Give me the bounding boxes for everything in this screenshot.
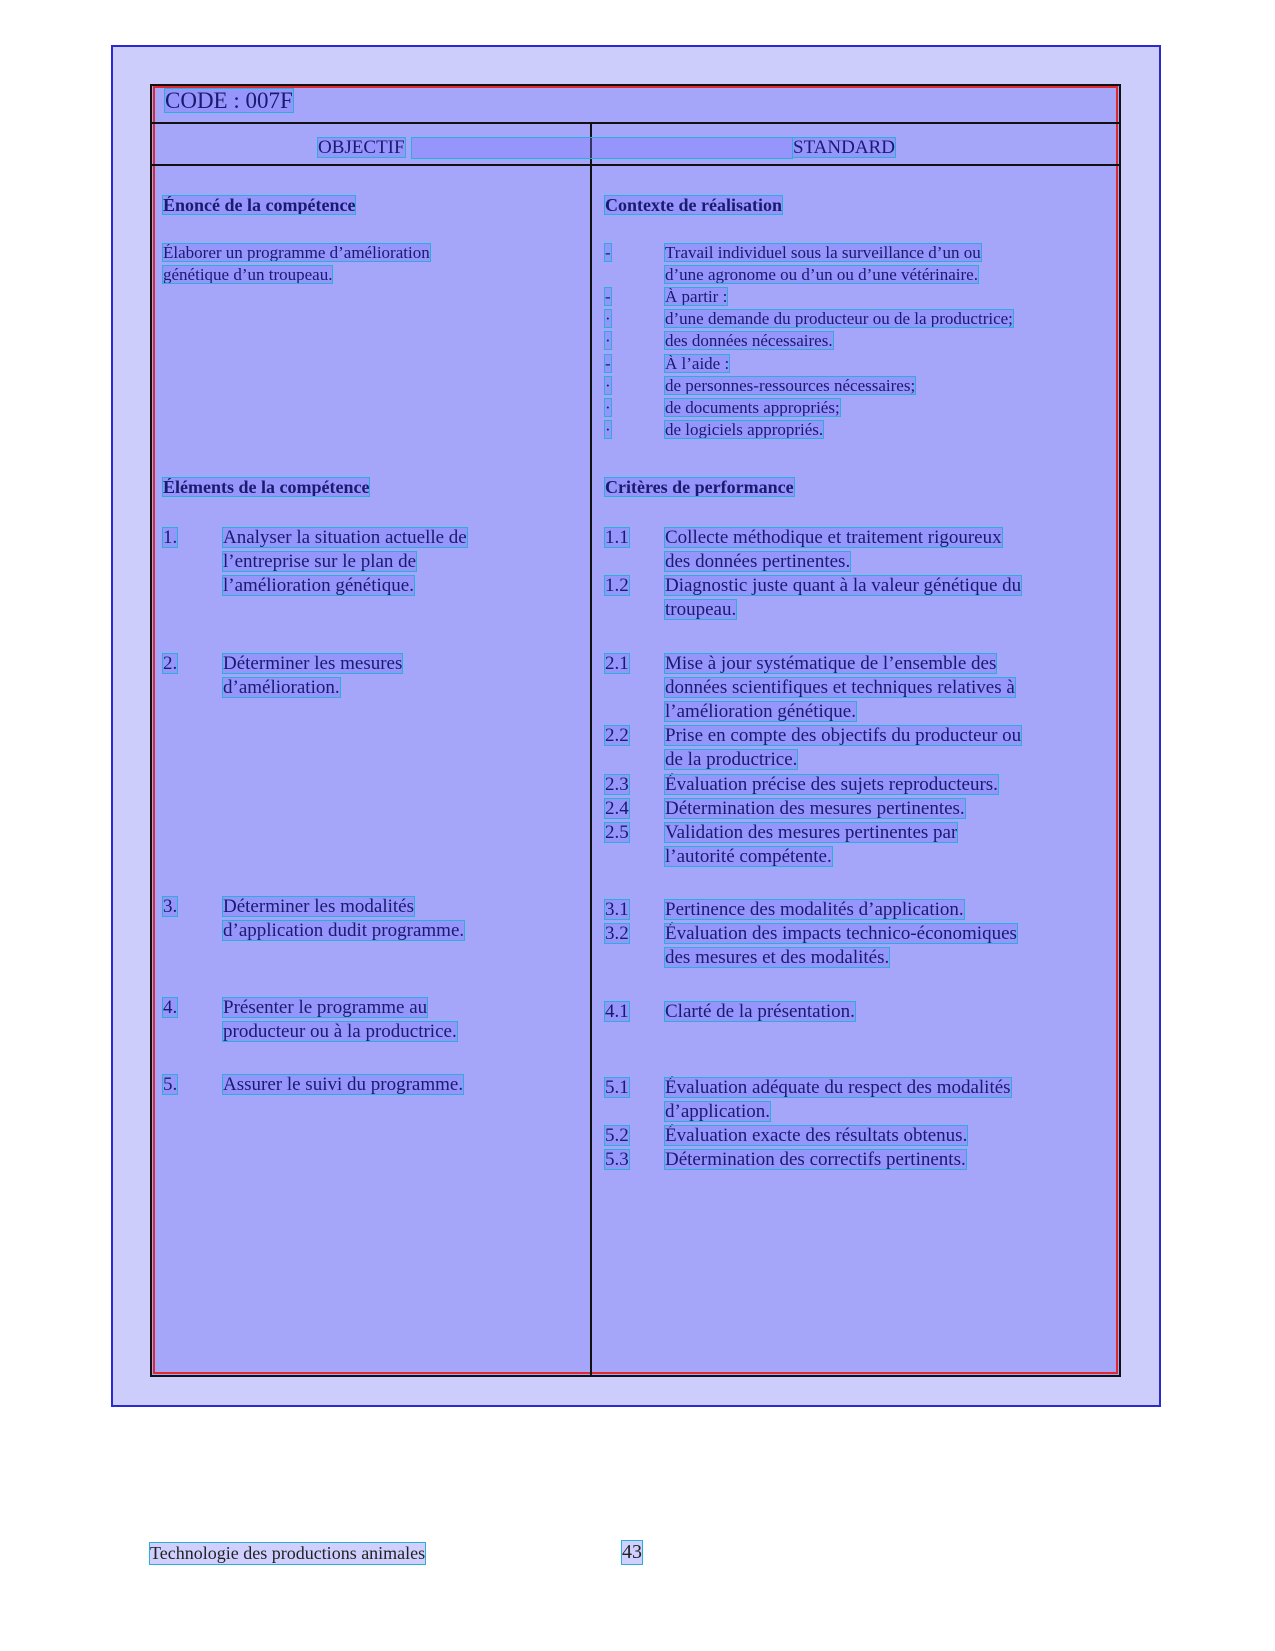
element-number: 4. [163,997,178,1018]
critere-line: l’amélioration génétique. [665,701,856,722]
code-label: CODE : 007F [165,88,293,113]
enonce-line: Élaborer un programme d’amélioration [163,243,430,262]
contexte-marker: · [605,420,611,439]
critere-number: 5.3 [605,1149,629,1170]
header-divider-top [150,122,1121,124]
critere-line: Évaluation des impacts technico-économiques [665,923,1017,944]
critere-line: Détermination des mesures pertinentes. [665,798,965,819]
critere-number: 1.1 [605,527,629,548]
critere-line: Évaluation précise des sujets reproducteurs. [665,774,998,795]
contexte-line: À partir : [665,287,728,306]
contexte-marker: - [605,287,611,306]
element-line: Analyser la situation actuelle de [223,527,467,548]
critere-line: Détermination des correctifs pertinents. [665,1149,966,1170]
element-number: 5. [163,1074,178,1095]
critere-line: des mesures et des modalités. [665,947,890,968]
element-line: Déterminer les mesures [223,653,403,674]
critere-number: 5.2 [605,1125,629,1146]
standard-header: STANDARD [793,137,895,158]
element-number: 1. [163,527,178,548]
critere-line: Validation des mesures pertinentes par [665,822,958,843]
critere-number: 1.2 [605,575,629,596]
enonce-title: Énoncé de la compétence [163,195,356,215]
critere-number: 2.3 [605,774,629,795]
contexte-line: de documents appropriés; [665,398,840,417]
footer-label: Technologie des productions animales [150,1543,426,1563]
element-line: d’amélioration. [223,677,340,698]
enonce-line: génétique d’un troupeau. [163,265,333,284]
page-number: 43 [622,1541,642,1563]
critere-line: Diagnostic juste quant à la valeur génétique du [665,575,1022,596]
contexte-line: des données nécessaires. [665,331,833,350]
column-divider [590,122,592,1377]
contexte-line: de personnes-ressources nécessaires; [665,376,916,395]
element-number: 3. [163,896,178,917]
critere-line: Pertinence des modalités d’application. [665,899,964,920]
critere-line: troupeau. [665,599,737,620]
contexte-line: d’une agronome ou d’un ou d’une vétérinaire. [665,265,978,284]
critere-line: Évaluation exacte des résultats obtenus. [665,1125,968,1146]
element-line: d’application dudit programme. [223,920,465,941]
contexte-marker: · [605,309,611,328]
elements-title: Éléments de la compétence [163,477,370,497]
criteres-title: Critères de performance [605,477,794,497]
critere-line: Collecte méthodique et traitement rigoureux [665,527,1002,548]
critere-line: de la productrice. [665,749,798,770]
critere-line: Prise en compte des objectifs du producteur ou [665,725,1022,746]
contexte-marker: · [605,398,611,417]
critere-line: Clarté de la présentation. [665,1001,855,1022]
contexte-title: Contexte de réalisation [605,195,782,215]
critere-number: 2.2 [605,725,629,746]
element-line: producteur ou à la productrice. [223,1021,457,1042]
critere-line: Évaluation adéquate du respect des modalités [665,1077,1011,1098]
critere-line: Mise à jour systématique de l’ensemble des [665,653,997,674]
contexte-marker: - [605,243,611,262]
contexte-line: À l’aide : [665,354,730,373]
element-line: l’entreprise sur le plan de [223,551,417,572]
header-row-highlight [412,138,792,158]
contexte-line: de logiciels appropriés. [665,420,824,439]
header-divider-bottom [150,164,1121,166]
critere-line: d’application. [665,1101,770,1122]
critere-number: 4.1 [605,1001,629,1022]
element-line: Présenter le programme au [223,997,428,1018]
objectif-header: OBJECTIF [318,137,405,158]
critere-number: 2.1 [605,653,629,674]
critere-line: l’autorité compétente. [665,846,832,867]
contexte-marker: - [605,354,611,373]
contexte-marker: · [605,331,611,350]
contexte-line: Travail individuel sous la surveillance d’un ou [665,243,981,262]
element-line: Assurer le suivi du programme. [223,1074,464,1095]
critere-number: 2.4 [605,798,629,819]
critere-number: 5.1 [605,1077,629,1098]
critere-number: 2.5 [605,822,629,843]
critere-line: des données pertinentes. [665,551,851,572]
critere-number: 3.1 [605,899,629,920]
critere-line: données scientifiques et techniques relatives à [665,677,1015,698]
critere-number: 3.2 [605,923,629,944]
element-number: 2. [163,653,178,674]
contexte-marker: · [605,376,611,395]
contexte-line: d’une demande du producteur ou de la productrice; [665,309,1013,328]
element-line: l’amélioration génétique. [223,575,414,596]
element-line: Déterminer les modalités [223,896,414,917]
